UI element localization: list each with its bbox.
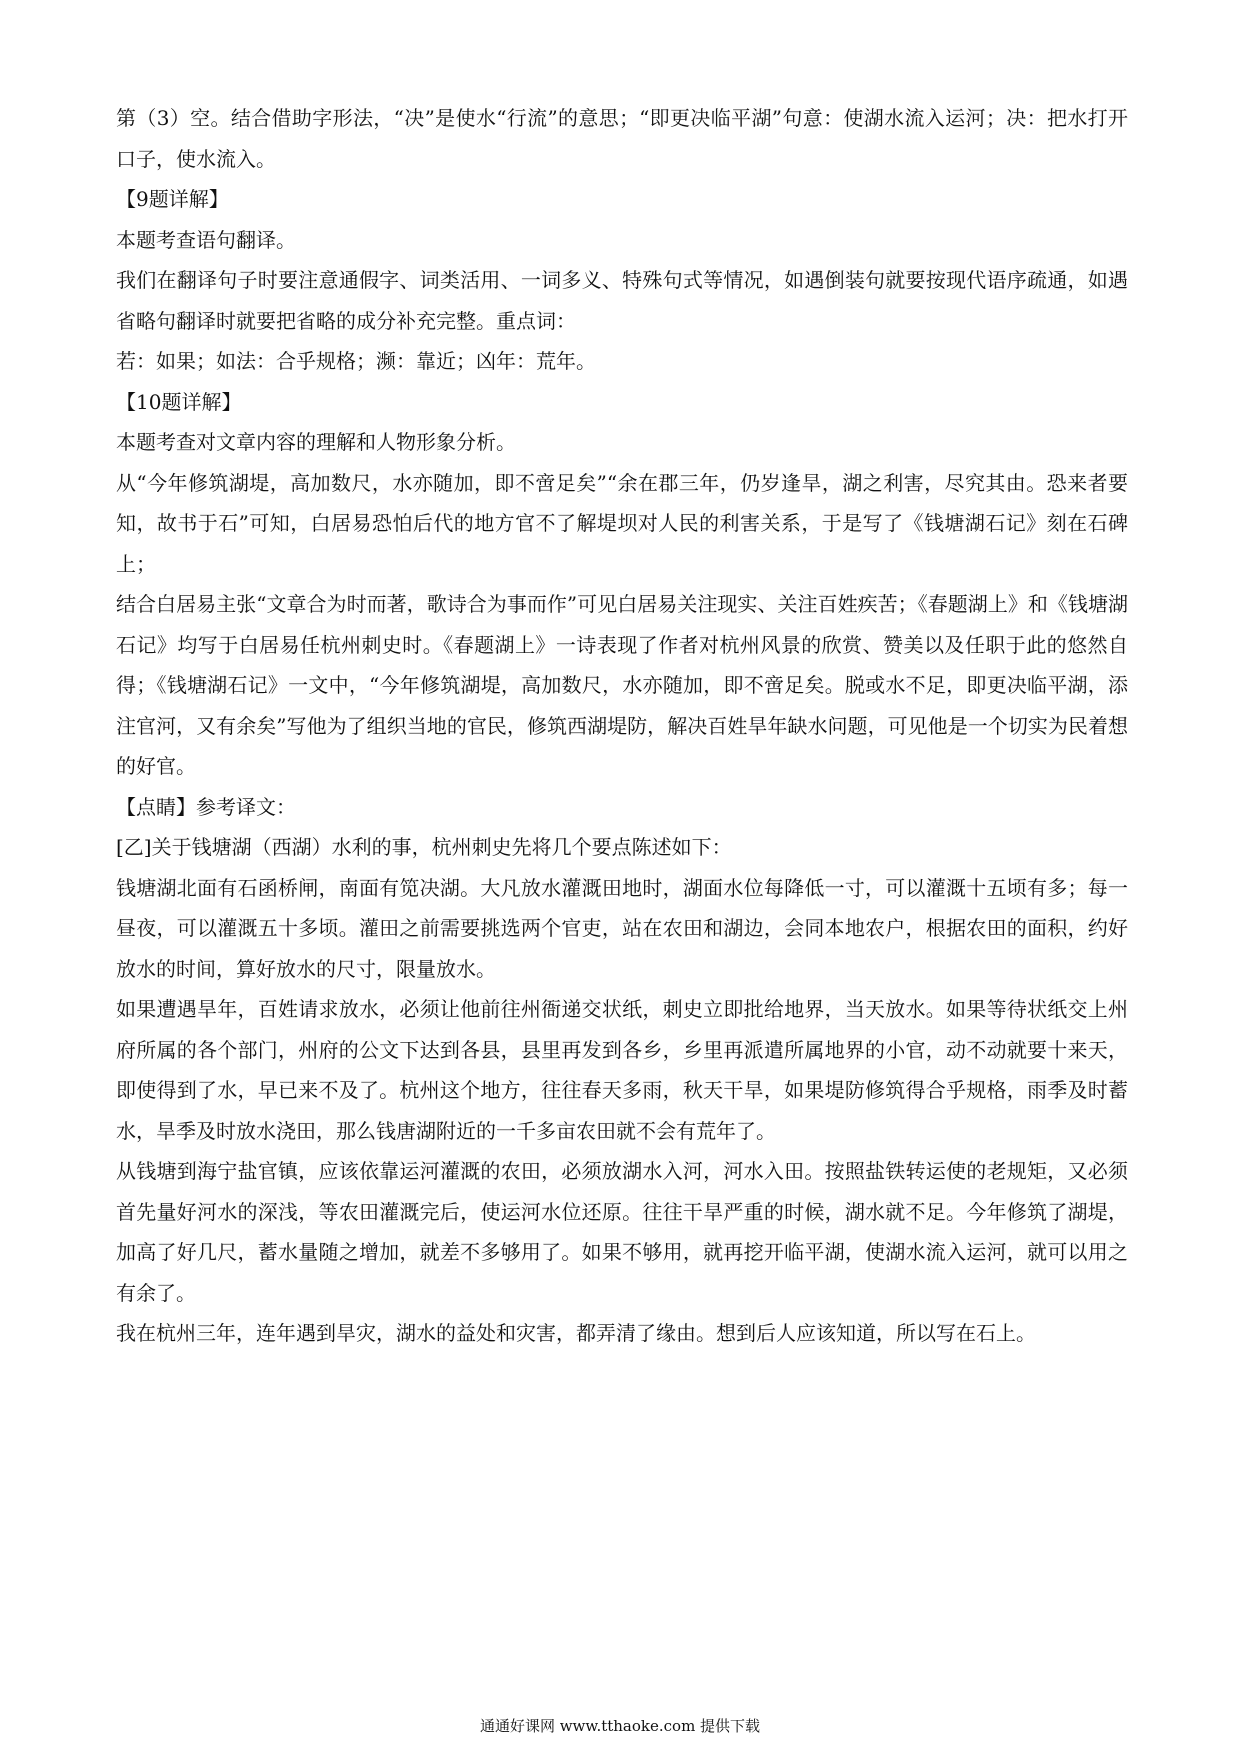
paragraph-q9-method: 我们在翻译句子时要注意通假字、词类活用、一词多义、特殊句式等情况，如遇倒装句就要按现代语序疏通，如遇省略句翻译时就要把省略的成分补充完整。重点词： [116,268,1128,333]
paragraph-q9-keywords: 若：如果；如法：合乎规格；濒：靠近；凶年：荒年。 [116,349,596,373]
document-body [116,98,1128,1354]
heading-question-9: 【9题详解】 [116,187,229,211]
paragraph-answer-3: 第（3）空。结合借助字形法，“决”是使水“行流”的意思；“即更决临平湖”句意：使湖水流入运河；决：把水打开口子，使水流入。 [116,106,1128,171]
paragraph-q10-analysis-2: 结合白居易主张“文章合为时而著，歌诗合为事而作”可见白居易关注现实、关注百姓疾苦；《春题湖上》和《钱塘湖石记》均写于白居易任杭州刺史时。《春题湖上》一诗表现了作者对杭州风景的欣赏、赞美以及任职于此的悠然自得；《钱塘湖石记》一文中，“今年修筑湖堤，高加数尺，水亦随加，即不啻足矣。脱或水不足，即更决临平湖，添注官河，又有余矣”写他为了组织当地的官民，修筑西湖堤防，解决百姓旱年缺水问题，可见他是一个切实为民着想的好官。 [116,592,1128,778]
paragraph-q9-topic: 本题考查语句翻译。 [116,227,296,252]
paragraph-translation-1: 钱塘湖北面有石函桥闸，南面有笕决湖。大凡放水灌溉田地时，湖面水位每降低一寸，可以灌溉十五顷有多；每一昼夜，可以灌溉五十多顷。灌田之前需要挑选两个官吏，站在农田和湖边，会同本地农户，根据农田的面积，约好放水的时间，算好放水的尺寸，限量放水。 [116,875,1128,981]
paragraph-q10-topic: 本题考查对文章内容的理解和人物形象分析。 [116,430,516,454]
heading-reference-translation: 【点睛】参考译文： [116,794,296,819]
heading-question-10: 【10题详解】 [116,389,242,414]
paragraph-translation-intro: [乙]关于钱塘湖（西湖）水利的事，杭州刺史先将几个要点陈述如下： [116,835,732,859]
page-footer: 通通好课网 www.tthaoke.com 提供下载 [479,1717,761,1735]
paragraph-translation-3: 从钱塘到海宁盐官镇，应该依靠运河灌溉的农田，必须放湖水入河，河水入田。按照盐铁转运使的老规矩，又必须首先量好河水的深浅，等农田灌溉完后，使运河水位还原。往往干旱严重的时候，湖水就不足。今年修筑了湖堤，加高了好几尺，蓄水量随之增加，就差不多够用了。如果不够用，就再挖开临平湖，使湖水流入运河，就可以用之有余了。 [116,1159,1128,1305]
paragraph-translation-4: 我在杭州三年，连年遇到旱灾，湖水的益处和灾害，都弄清了缘由。想到后人应该知道，所以写在石上。 [116,1321,1036,1345]
paragraph-q10-analysis-1: 从“今年修筑湖堤，高加数尺，水亦随加，即不啻足矣”“余在郡三年，仍岁逢旱，湖之利害，尽究其由。恐来者要知，故书于石”可知，白居易恐怕后代的地方官不了解堤坝对人民的利害关系，于是写了《钱塘湖石记》刻在石碑上； [116,470,1128,576]
paragraph-translation-2: 如果遭遇旱年，百姓请求放水，必须让他前往州衙递交状纸，刺史立即批给地界，当天放水。如果等待状纸交上州府所属的各个部门，州府的公文下达到各县，县里再发到各乡，乡里再派遣所属地界的小官，动不动就要十来天，即使得到了水，早已来不及了。杭州这个地方，往往春天多雨，秋天干旱，如果堤防修筑得合乎规格，雨季及时蓄水，旱季及时放水浇田，那么钱唐湖附近的一千多亩农田就不会有荒年了。 [116,997,1128,1143]
